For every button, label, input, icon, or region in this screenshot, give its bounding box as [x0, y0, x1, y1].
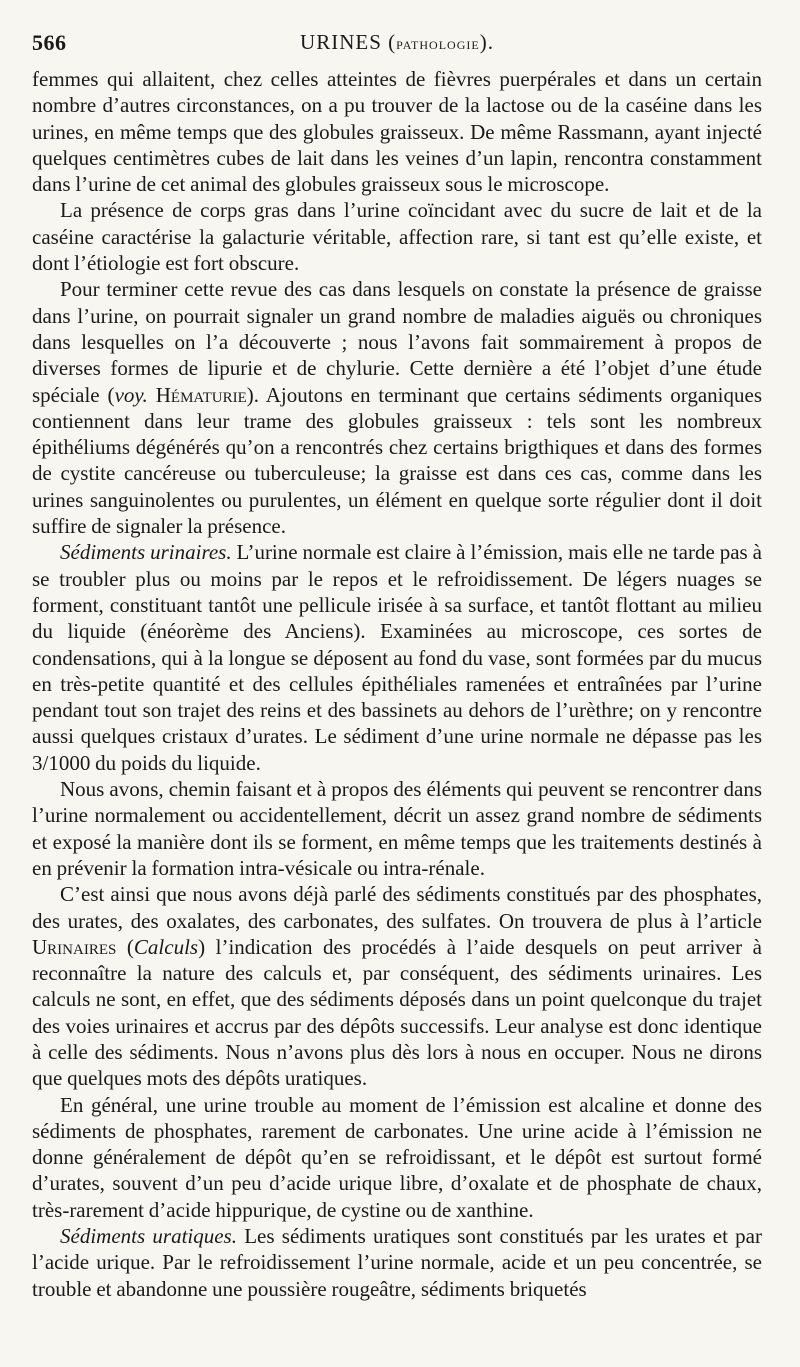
title-close: ).: [479, 30, 494, 54]
paragraph-6-text-b: ) l’indication des procédés à l’aide desquels on peut arriver à reconnaître la nature des calculs et, par conséquent, des sédiments urinaires. Les calculs ne sont, en effet, que des sédiments déposés dans un point quelconque du trajet des voies urinaires et accrus par des dépôts successifs. Leur analyse est donc identique à celle des sédiments. Nous n’avons plus dès lors à nous en occuper. Nous ne dirons que quelques mots des dépôts uratiques.: [32, 934, 762, 1091]
paragraph-1: femmes qui allaitent, chez celles atteintes de fièvres puerpérales et dans un certain nombre d’autres circonstances, on a pu trouver de la lactose ou de la caséine dans les urines, en même temps que des globules graisseux. De même Rassmann, ayant injecté quelques centimètres cubes de lait dans les veines d’un lapin, rencontra constamment dans l’urine de cet animal des globules graisseux sous le microscope.: [32, 67, 762, 197]
body-text: [32, 66, 762, 1302]
cross-reference-hematurie: Hématurie: [155, 382, 247, 407]
paragraph-2: La présence de corps gras dans l’urine coïncidant avec du sucre de lait et de la caséine caractérise la galacturie véritable, affection rare, si tant est qu’elle existe, et dont l’étiologie est fort obscure.: [32, 198, 762, 276]
paragraph-4-text: L’urine normale est claire à l’émission, mais elle ne tarde pas à se troubler plus ou moins par le repos et le refroidissement. De légers nuages se forment, constituant tantôt une pellicule irisée à sa surface, et tantôt flottant au milieu du liquide (énéorème des Anciens). Examinées au microscope, ces sortes de condensations, qui à la longue se déposent au fond du vase, sont formées par du mucus en très-petite quantité et des cellules épithéliales ramenées et entraînées par l’urine pendant tout son trajet des reins et des bassinets au dehors de l’urèthre; on y rencontre aussi quelques cristaux d’urates. Le sédiment d’une urine normale ne dépasse pas les 3/1000 du poids du liquide.: [32, 540, 762, 775]
title-subtitle: pathologie: [396, 34, 480, 53]
calculs-italic: Calculs: [133, 934, 199, 959]
paragraph-8: [32, 1223, 762, 1302]
paragraph-3-text-a: Pour terminer cette revue des cas dans lesquels on constate la présence de graisse dans l’urine, on pourrait signaler un grand nombre de maladies aiguës ou chroniques dans lesquelles on l’a découverte ; nous l’avons fait sommairement à propos de diverses formes de lipurie et de chylurie. Cette dernière a été l’objet d’une étude spéciale (: [32, 277, 762, 407]
paragraph-6-open: (: [116, 934, 134, 959]
paragraph-7: En général, une urine trouble au moment de l’émission est alcaline et donne des sédiments de phosphates, rarement de carbonates. Une urine acide à l’émission ne donne généralement de dépôt qu’en se refroidissant, et le dépôt est surtout formé d’urates, souvent d’un peu d’acide urique libre, d’oxalate et de phosphate de chaux, très-rarement d’acide hippurique, de cystine ou de xanthine.: [32, 1092, 762, 1222]
page-number: 566: [32, 30, 67, 55]
running-title: [32, 30, 762, 55]
paragraph-5: Nous avons, chemin faisant et à propos des éléments qui peuvent se rencontrer dans l’urine normalement ou accidentellement, décrit un assez grand nombre de sédiments et exposé la manière dont ils se forment, en même temps que les traitements destinés à en prévenir la formation intra-vésicale ou intra-rénale.: [32, 777, 762, 880]
paragraph-6: [32, 881, 762, 1091]
title-open: (: [388, 30, 397, 54]
section-heading-sediments-urinaires: Sédiments urinaires.: [60, 540, 232, 565]
running-header: [32, 26, 762, 66]
paragraph-4: [32, 539, 762, 776]
paragraph-3-text-b: ). Ajoutons en terminant que certains sédiments organiques contiennent dans leur trame des globules graisseux : tels sont les nombreux épithéliums dégénérés qu’on a rencontrés chez certains brigthiques et dans des formes de cystite cancéreuse ou tuberculeuse; la graisse est dans ces cas, comme dans les urines sanguinolentes ou purulentes, un élément en quelque sorte régulier dont il doit suffire de signaler la présence.: [32, 382, 762, 539]
section-heading-sediments-uratiques: Sédiments uratiques.: [60, 1224, 237, 1249]
cross-reference-urinaires: Urinaires: [32, 934, 117, 959]
paragraph-3: [32, 276, 762, 539]
paragraph-6-text-a: C’est ainsi que nous avons déjà parlé des sédiments constitués par des phosphates, des urates, des oxalates, des carbonates, des sulfates. On trouvera de plus à l’article: [32, 882, 762, 933]
title-main: URINES: [300, 30, 382, 54]
voy-abbreviation: voy.: [114, 382, 148, 407]
paragraph-8-text: Les sédiments uratiques sont constitués par les urates et par l’acide urique. Par le refroidissement l’urine normale, acide et un peu concentrée, se trouble et abandonne une poussière rougeâtre, sédiments briquetés: [32, 1224, 762, 1301]
